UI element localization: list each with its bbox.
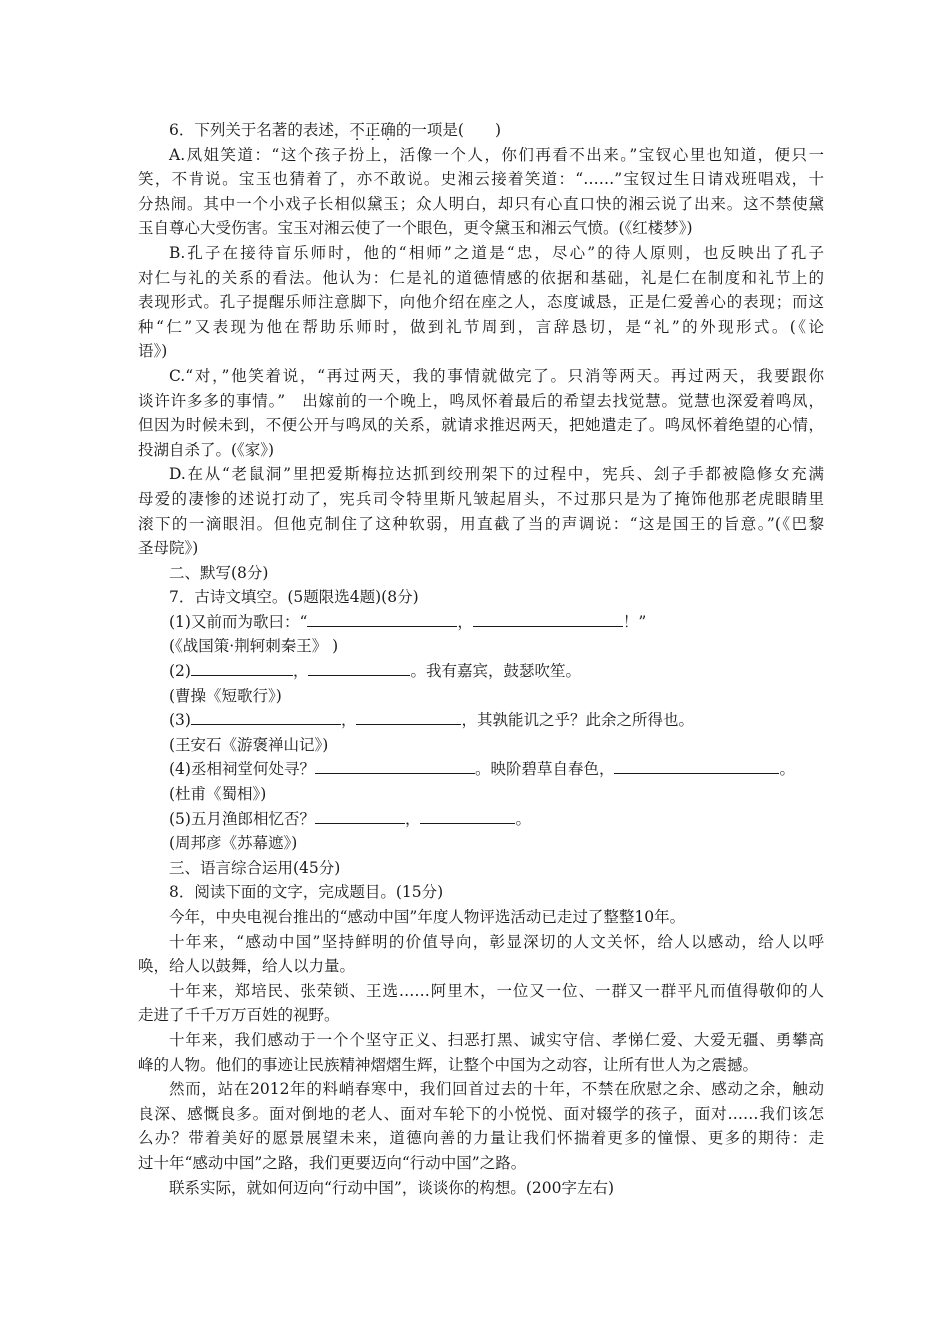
option-d-line: 母爱的凄惨的述说打动了，宪兵司令特里斯凡皱起眉头，不过那只是为了掩饰他那老虎眼睛里 bbox=[138, 489, 824, 508]
option-a-line: 分热闹。其中一个小戏子长相似黛玉；众人明白，却只有心直口快的湘云说了出来。这不禁使黛 bbox=[138, 194, 824, 213]
poem-source-5: (周邦彦《苏幕遮》) bbox=[169, 834, 298, 853]
question-7-stem: 7．古诗文填空。(5题限选4题)(8分) bbox=[169, 588, 419, 607]
option-b bbox=[138, 241, 824, 364]
passage-paragraph-5 bbox=[138, 1077, 824, 1175]
answer-blank[interactable] bbox=[614, 758, 779, 774]
passage-paragraph-1: 今年，中央电视台推出的“感动中国”年度人物评选活动已走过了整整10年。 bbox=[169, 908, 686, 926]
passage-paragraph-3 bbox=[138, 979, 824, 1028]
answer-blank[interactable] bbox=[420, 808, 515, 824]
option-a-line: 笑，不肯说。宝玉也猜着了，亦不敢说。史湘云接着笑道：“……”宝钗过生日请戏班唱戏，十 bbox=[138, 170, 824, 189]
poem-item-4: (4)丞相祠堂何处寻？ 。映阶碧草自春色， 。 bbox=[169, 760, 795, 779]
answer-blank[interactable] bbox=[356, 709, 461, 725]
passage-line: 唤，给人以鼓舞，给人以力量。 bbox=[138, 957, 356, 976]
poem-source-2: (曹操《短歌行》) bbox=[169, 686, 282, 705]
answer-blank[interactable] bbox=[473, 611, 623, 627]
section-3-heading: 三、语言综合运用(45分) bbox=[169, 858, 341, 877]
passage-line: 么办？带着美好的愿景展望未来，道德向善的力量让我们怀揣着更多的憧憬、更多的期待：走 bbox=[138, 1129, 824, 1148]
passage-line: 十年来，“感动中国”坚持鲜明的价值导向，彰显深切的人文关怀，给人以感动，给人以呼 bbox=[169, 932, 824, 951]
question-6-stem bbox=[138, 118, 824, 143]
writing-prompt: 联系实际，就如何迈向“行动中国”，谈谈你的构想。(200字左右) bbox=[169, 1178, 615, 1197]
option-c-line: C.“对，”他笑着说，“再过两天，我的事情就做完了。只消等两天。再过两天，我要跟你 bbox=[169, 366, 824, 385]
passage-line: 峰的人物。他们的事迹让民族精神熠熠生辉，让整个中国为之动容，让所有世人为之震撼。 bbox=[138, 1055, 759, 1074]
document-page bbox=[138, 118, 824, 1200]
passage-line: 然而，站在2012年的料峭春寒中，我们回首过去的十年，不禁在欣慰之余、感动之余，触动 bbox=[169, 1080, 824, 1099]
answer-blank[interactable] bbox=[315, 808, 405, 824]
option-c bbox=[138, 364, 824, 462]
section-2-heading: 二、默写(8分) bbox=[169, 563, 269, 582]
option-b-line: 种“仁”又表现为他在帮助乐师时，做到礼节周到，言辞恳切，是“礼”的外现形式。(《论 bbox=[138, 317, 824, 336]
answer-blank[interactable] bbox=[191, 709, 341, 725]
option-b-line: B.孔子在接待盲乐师时，他的“相师”之道是“忠，尽心”的待人原则，也反映出了孔子 bbox=[169, 243, 824, 262]
answer-blank[interactable] bbox=[308, 660, 410, 676]
poem-source-3: (王安石《游褒禅山记》) bbox=[169, 735, 329, 754]
option-d-line: D.在从“老鼠洞”里把爱斯梅拉达抓到绞刑架下的过程中，宪兵、刽子手都被隐修女充满 bbox=[169, 465, 824, 484]
passage-paragraph-2 bbox=[138, 930, 824, 979]
poem-source-1: (《战国策·荆轲刺秦王》 ) bbox=[169, 637, 339, 656]
passage-line: 十年来，我们感动于一个个坚守正义、扫恶打黑、诚实守信、孝悌仁爱、大爱无疆、勇攀高 bbox=[169, 1030, 824, 1049]
passage-line: 良深、感慨良多。面对倒地的老人、面对车轮下的小悦悦、面对辍学的孩子，面对……我们该怎 bbox=[138, 1104, 824, 1123]
passage-line: 走进了千千万万百姓的视野。 bbox=[138, 1006, 340, 1025]
emphasis-char: 确 bbox=[380, 121, 396, 139]
option-c-line: 投湖自杀了。(《家》) bbox=[138, 440, 275, 459]
poem-item-1: (1)又前而为歌曰：“ ， ！” bbox=[169, 612, 647, 631]
option-a bbox=[138, 143, 824, 241]
option-d bbox=[138, 462, 824, 560]
option-a-line: A.凤姐笑道：“这个孩子扮上，活像一个人，你们再看不出来。”宝钗心里也知道，便只一 bbox=[169, 145, 824, 164]
option-a-line: 玉自尊心大受伤害。宝玉对湘云使了一个眼色，更令黛玉和湘云气愤。(《红楼梦》) bbox=[138, 219, 693, 238]
q6-stem-text: 的一项是( ) bbox=[395, 121, 502, 139]
option-b-line: 表现形式。孔子提醒乐师注意脚下，向他介绍在座之人，态度诚恳，正是仁爱善心的表现；而这 bbox=[138, 293, 824, 312]
option-c-line: 但因为时候未到，不便公开与鸣凤的关系，就请求推迟两天，把她遣走了。鸣凤怀着绝望的心情， bbox=[138, 416, 824, 435]
passage-line: 十年来，郑培民、张荣锁、王选……阿里木，一位又一位、一群又一群平凡而值得敬仰的人 bbox=[169, 981, 824, 1000]
passage-line: 过十年“感动中国”之路，我们更要迈向“行动中国”之路。 bbox=[138, 1153, 527, 1172]
answer-blank[interactable] bbox=[191, 660, 293, 676]
emphasis-char: 不 bbox=[349, 121, 365, 139]
poem-item-5: (5)五月渔郎相忆否？ ， 。 bbox=[169, 809, 531, 828]
poem-source-4: (杜甫《蜀相》) bbox=[169, 785, 267, 804]
option-b-line: 语》) bbox=[138, 342, 168, 361]
option-d-line: 圣母院》) bbox=[138, 539, 199, 558]
passage-paragraph-4 bbox=[138, 1028, 824, 1077]
q6-stem-text: 6．下列关于名著的表述， bbox=[169, 121, 350, 139]
question-8-stem: 8．阅读下面的文字，完成题目。(15分) bbox=[169, 883, 444, 902]
answer-blank[interactable] bbox=[307, 611, 457, 627]
poem-item-3: (3) ， ，其孰能讥之乎？此余之所得也。 bbox=[169, 711, 694, 730]
answer-blank[interactable] bbox=[315, 758, 475, 774]
option-b-line: 对仁与礼的关系的看法。他认为：仁是礼的道德情感的依据和基础，礼是仁在制度和礼节上的 bbox=[138, 268, 824, 287]
emphasis-char: 正 bbox=[364, 121, 381, 139]
poem-item-2: (2) ， 。我有嘉宾，鼓瑟吹笙。 bbox=[169, 662, 581, 681]
option-c-line: 谈许许多多的事情。” 出嫁前的一个晚上，鸣凤怀着最后的希望去找觉慧。觉慧也深爱着鸣凤， bbox=[138, 391, 824, 410]
option-d-line: 滚下的一滴眼泪。但他克制住了这种软弱，用直截了当的声调说：“这是国王的旨意。”(《巴黎 bbox=[138, 514, 824, 533]
